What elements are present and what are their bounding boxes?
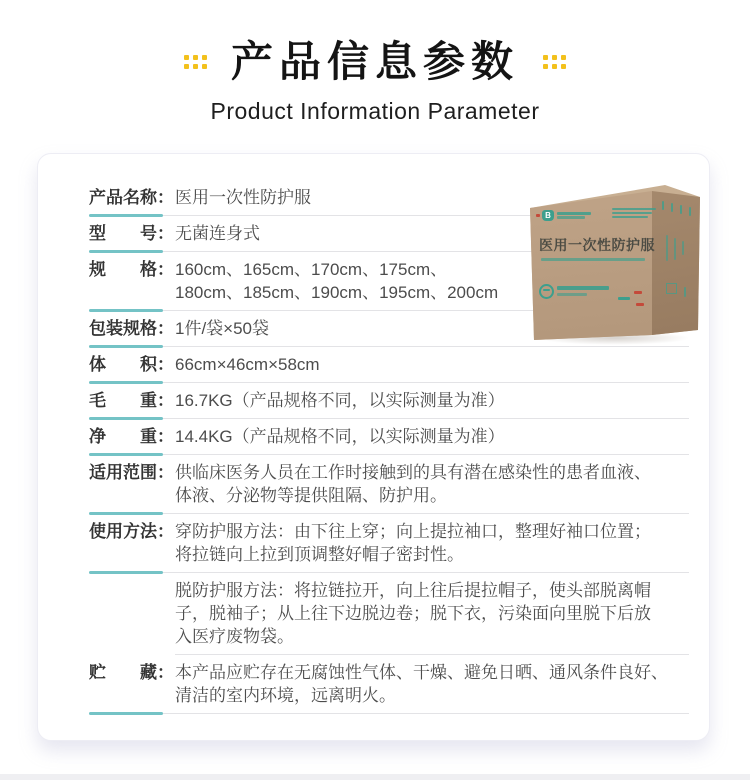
- spec-value-line: 无菌连身式: [175, 224, 260, 243]
- brand-text-line: [557, 216, 585, 219]
- spec-value: [175, 579, 689, 655]
- spec-label: 毛 重：: [89, 391, 174, 410]
- spec-value-line: 脱防护服方法：将拉链拉开，向上往后提拉帽子，使头部脱离帽: [175, 581, 651, 600]
- spec-row: [89, 455, 689, 514]
- box-print-text-line: [612, 212, 652, 214]
- seal-text-line: [557, 286, 609, 290]
- box-side-mark: [666, 283, 677, 294]
- box-product-title: 医用一次性防护服: [539, 237, 655, 253]
- spec-label: 体 积：: [89, 355, 174, 374]
- spec-value-line: 将拉链向上拉到顶调整好帽子密封性。: [175, 545, 464, 564]
- spec-row: [89, 514, 689, 573]
- spec-label: 型 号：: [89, 224, 174, 243]
- spec-row: [89, 383, 689, 419]
- spec-value-line: 16.7KG（产品规格不同，以实际测量为准）: [175, 391, 505, 410]
- spec-row: [89, 573, 689, 655]
- box-side-mark: [666, 235, 668, 261]
- dots-grid-left-icon: [184, 55, 207, 69]
- spec-value-line: 清洁的室内环境，远离明火。: [175, 686, 396, 705]
- spec-value: [175, 425, 689, 448]
- seal-text-line: [557, 293, 587, 296]
- spec-label: 适用范围：: [89, 463, 174, 482]
- dots-grid-right-icon: [543, 55, 566, 69]
- box-english-subtitle-line: [541, 258, 645, 261]
- box-print-text-line: [612, 208, 656, 210]
- box-side-mark: [680, 205, 682, 214]
- spec-value-line: 入医疗废物袋。: [175, 627, 294, 646]
- spec-row: [89, 347, 689, 383]
- spec-label: 贮 藏：: [89, 663, 174, 682]
- product-box-image: [526, 183, 704, 351]
- spec-value: [175, 661, 689, 707]
- page-title: 产品信息参数: [230, 38, 519, 85]
- spec-value-line: 1件/袋×50袋: [175, 319, 270, 338]
- spec-value-line: 160cm、165cm、170cm、175cm、: [175, 260, 448, 279]
- seal-logo-icon: [539, 284, 554, 299]
- spec-value: [175, 353, 689, 376]
- brand-text-line: [557, 212, 591, 215]
- box-side-mark: [674, 238, 676, 260]
- section-header: [0, 0, 750, 125]
- spec-label: 包装规格：: [89, 319, 174, 338]
- box-side-mark: [684, 287, 686, 297]
- spec-label: 使用方法：: [89, 522, 174, 541]
- spec-value: [175, 389, 689, 412]
- spec-label: 净 重：: [89, 427, 174, 446]
- next-section-edge: [0, 774, 750, 780]
- brand-logo-icon: B: [542, 210, 554, 221]
- spec-value-line: 供临床医务人员在工作时接触到的具有潜在感染性的患者血液、: [175, 463, 651, 482]
- spec-value: [175, 520, 689, 566]
- box-side-mark: [671, 203, 673, 212]
- spec-row: [89, 419, 689, 455]
- page-subtitle: Product Information Parameter: [210, 98, 540, 124]
- box-side-mark: [682, 241, 684, 255]
- box-red-mark: [634, 291, 642, 294]
- spec-row: [89, 655, 689, 714]
- spec-label: 产品名称：: [89, 188, 174, 207]
- spec-value-line: 本产品应贮存在无腐蚀性气体、干燥、避免日晒、通风条件良好、: [175, 663, 668, 682]
- spec-value-line: 医用一次性防护服: [175, 188, 311, 207]
- spec-label: 规 格：: [89, 260, 174, 279]
- box-side-mark: [662, 201, 664, 210]
- spec-value: [175, 461, 689, 507]
- title-row: [0, 36, 750, 88]
- box-print-text-line: [612, 216, 648, 218]
- spec-value-line: 子，脱袖子；从上往下边脱边卷；脱下衣，污染面向里脱下后放: [175, 604, 651, 623]
- box-red-mark: [536, 214, 540, 217]
- spec-value-line: 14.4KG（产品规格不同，以实际测量为准）: [175, 427, 505, 446]
- spec-value-line: 180cm、185cm、190cm、195cm、200cm: [175, 283, 499, 302]
- box-red-mark: [636, 303, 644, 306]
- spec-value-line: 66cm×46cm×58cm: [175, 355, 320, 374]
- box-side-mark: [689, 207, 691, 216]
- spec-value-line: 穿防护服方法：由下往上穿；向上提拉袖口，整理好袖口位置；: [175, 522, 651, 541]
- box-print-mark: [618, 297, 630, 300]
- spec-value-line: 体液、分泌物等提供阻隔、防护用。: [175, 486, 447, 505]
